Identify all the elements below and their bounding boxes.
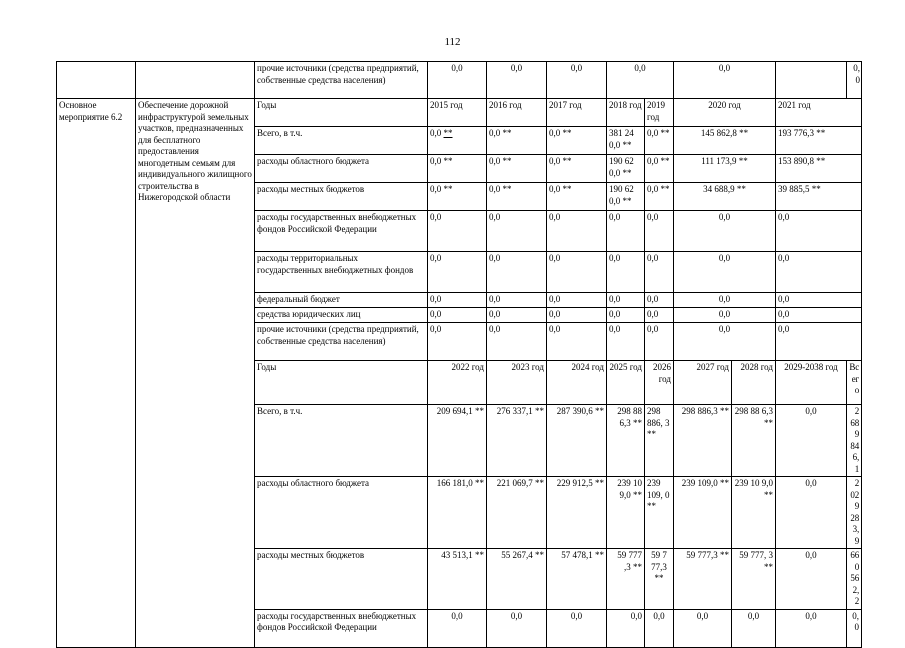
value-cell: 0,0	[428, 609, 487, 647]
value-cell: 0,0	[776, 405, 847, 477]
row-label: расходы местных бюджетов	[255, 549, 428, 610]
value-cell: 0,0	[487, 323, 547, 361]
year-header: 2023 год	[487, 361, 547, 405]
measure-id: Основное мероприятие 6.2	[57, 99, 136, 648]
value-cell: 298 88 6,3 **	[732, 405, 776, 477]
value-cell: 39 885,5 **	[776, 183, 862, 211]
value-cell: 0,0	[607, 323, 645, 361]
row-label: Всего, в т.ч.	[255, 127, 428, 155]
value-cell: 0,0	[487, 293, 547, 308]
value-cell: 0,0	[547, 293, 607, 308]
row-label: расходы областного бюджета	[255, 155, 428, 183]
value-cell: 0,0	[428, 62, 487, 99]
value-cell: 190 62 0,0 **	[607, 183, 645, 211]
value-cell: 111 173,9 **	[674, 155, 776, 183]
value-cell: 239 109,0 **	[674, 477, 732, 549]
value-cell: 0,0 **	[487, 127, 547, 155]
value-cell: 298 886, 3 **	[645, 405, 674, 477]
value-cell	[428, 127, 487, 155]
value-cell: 0,0	[776, 477, 847, 549]
value-cell: 381 24 0,0 **	[607, 127, 645, 155]
value-cell: 0,0	[607, 62, 674, 99]
value-cell: 0,0	[776, 323, 862, 361]
value-cell: 0,0	[547, 211, 607, 252]
page-number: 112	[444, 36, 461, 48]
table-row-years-header-1	[57, 99, 862, 127]
year-header: 2025 год	[607, 361, 645, 405]
value-cell: 276 337,1 **	[487, 405, 547, 477]
value-cell: 59 777, 3 **	[732, 549, 776, 610]
row-label: федеральный бюджет	[255, 293, 428, 308]
row-label: расходы областного бюджета	[255, 477, 428, 549]
value-cell: 298 886,3 **	[674, 405, 732, 477]
row-label: Всего, в т.ч.	[255, 405, 428, 477]
row-label: расходы территориальных государственных внебюджетных фондов	[255, 252, 428, 293]
value-cell: 660 562, 2	[847, 549, 862, 610]
year-header: 2021 год	[776, 99, 862, 127]
value-cell: 0,0	[645, 308, 674, 323]
value-cell: 0,0	[547, 323, 607, 361]
row-label: прочие источники (средства предприятий, собственные средства населения)	[255, 323, 428, 361]
row-label: средства юридических лиц	[255, 308, 428, 323]
value-cell: 0,0 **	[645, 127, 674, 155]
value-cell: 0,0	[547, 62, 607, 99]
value-cell: 0,0 **	[645, 183, 674, 211]
value-cell: 0,0	[547, 308, 607, 323]
value-cell: 0,0	[487, 252, 547, 293]
value-cell: 0,0	[776, 609, 847, 647]
value-cell: 0,0 **	[428, 183, 487, 211]
value-cell: 0,0	[776, 308, 862, 323]
value-cell: 239 109, 0 **	[645, 477, 674, 549]
value-cell: 2 02 9 28 3,9	[847, 477, 862, 549]
row-label: расходы государственных внебюджетных фондов Российской Федерации	[255, 211, 428, 252]
value-cell: 0,0	[645, 609, 674, 647]
value-cell: 0,0	[428, 293, 487, 308]
value-cell: 0,0	[607, 252, 645, 293]
value-cell: 0,0	[674, 252, 776, 293]
value-cell: 59 7 77,3 **	[645, 549, 674, 610]
value-cell: 0,0	[607, 609, 645, 647]
value-cell: 0,0	[607, 211, 645, 252]
table-row-top-other-sources	[57, 62, 862, 99]
value-cell: 0,0	[428, 323, 487, 361]
empty-cell	[136, 62, 255, 99]
value-cell: 0,0	[776, 211, 862, 252]
value-cell: 0,0	[674, 211, 776, 252]
value-cell: 0,0	[487, 62, 547, 99]
value-cell: 0,0	[674, 323, 776, 361]
value-cell: 0,0	[847, 62, 862, 99]
value-cell: 239 10 9,0 **	[607, 477, 645, 549]
value-cell: 0,0	[776, 293, 862, 308]
value-cell: 0,0	[607, 293, 645, 308]
year-header: 2024 год	[547, 361, 607, 405]
year-header: 2027 год	[674, 361, 732, 405]
value-cell: 0,0	[776, 252, 862, 293]
value-cell: 55 267,4 **	[487, 549, 547, 610]
value-cell: 0,0	[674, 293, 776, 308]
value-cell: 0,0 **	[487, 183, 547, 211]
value-cell: 0,0	[645, 293, 674, 308]
budget-table	[56, 61, 862, 648]
year-header: 2029-2038 год	[776, 361, 847, 405]
year-header: 2019 год	[645, 99, 674, 127]
value-cell: 0,0	[645, 252, 674, 293]
value-cell: 0,0	[847, 609, 862, 647]
row-label: расходы местных бюджетов	[255, 183, 428, 211]
value-cell: 0,0	[428, 211, 487, 252]
value-cell: 0,0 **	[547, 183, 607, 211]
year-header: 2026 год	[645, 361, 674, 405]
empty-cell	[57, 62, 136, 99]
value-cell: 0,0	[487, 609, 547, 647]
value-cell: 0,0	[674, 308, 776, 323]
year-header: 2028 год	[732, 361, 776, 405]
value-cell: 0,0	[645, 211, 674, 252]
value-cell: 0,0	[674, 609, 732, 647]
value-cell: 0,0	[547, 252, 607, 293]
value-cell: 298 88 6,3 **	[607, 405, 645, 477]
value-cell: 209 694,1 **	[428, 405, 487, 477]
value-cell: 0,0	[645, 323, 674, 361]
year-header: 2017 год	[547, 99, 607, 127]
value-cell: 166 181,0 **	[428, 477, 487, 549]
value-cell: 221 069,7 **	[487, 477, 547, 549]
year-header: 2018 год	[607, 99, 645, 127]
value-cell: 0,0	[487, 211, 547, 252]
value-cell: 0,0	[428, 252, 487, 293]
row-label: Годы	[255, 361, 428, 405]
row-label: расходы государственных внебюджетных фондов Российской Федерации	[255, 609, 428, 647]
year-header: 2016 год	[487, 99, 547, 127]
value-cell: 43 513,1 **	[428, 549, 487, 610]
value-cell: 0,0	[732, 609, 776, 647]
value-cell: 0,0	[487, 308, 547, 323]
value-cell: 0,0	[547, 609, 607, 647]
value-cell: 34 688,9 **	[674, 183, 776, 211]
value-cell: 59 777,3 **	[674, 549, 732, 610]
value-cell: 190 62 0,0 **	[607, 155, 645, 183]
footnote-mark: **	[443, 128, 453, 138]
value-cell: 0,0 **	[547, 127, 607, 155]
value-cell: 0,0 **	[428, 155, 487, 183]
value-cell: 0,0	[607, 308, 645, 323]
row-label: Годы	[255, 99, 428, 127]
year-header: 2022 год	[428, 361, 487, 405]
value-number: 0,0	[430, 128, 444, 138]
value-cell: 229 912,5 **	[547, 477, 607, 549]
measure-description: Обеспечение дорожной инфраструктурой земельных участков, предназначенных для бесплатного предоставления многодетным семьям для индивидуального жилищного строительства в Нижегородской области	[136, 99, 255, 648]
value-cell: 0,0	[428, 308, 487, 323]
year-header: 2020 год	[674, 99, 776, 127]
value-cell: 193 776,3 **	[776, 127, 862, 155]
value-cell: 0,0	[674, 62, 776, 99]
value-cell: 59 777 ,3 **	[607, 549, 645, 610]
value-cell: 239 10 9,0 **	[732, 477, 776, 549]
year-header: Всего	[847, 361, 862, 405]
value-cell: 0,0 **	[645, 155, 674, 183]
value-cell: 2 68 9 84 6,1	[847, 405, 862, 477]
year-header: 2015 год	[428, 99, 487, 127]
value-cell: 0,0 **	[487, 155, 547, 183]
value-cell: 287 390,6 **	[547, 405, 607, 477]
value-cell: 0,0 **	[547, 155, 607, 183]
value-cell	[776, 62, 847, 99]
row-label: прочие источники (средства предприятий, собственные средства населения)	[255, 62, 428, 99]
value-cell: 57 478,1 **	[547, 549, 607, 610]
value-cell: 153 890,8 **	[776, 155, 862, 183]
value-cell: 0,0	[776, 549, 847, 610]
value-cell: 145 862,8 **	[674, 127, 776, 155]
